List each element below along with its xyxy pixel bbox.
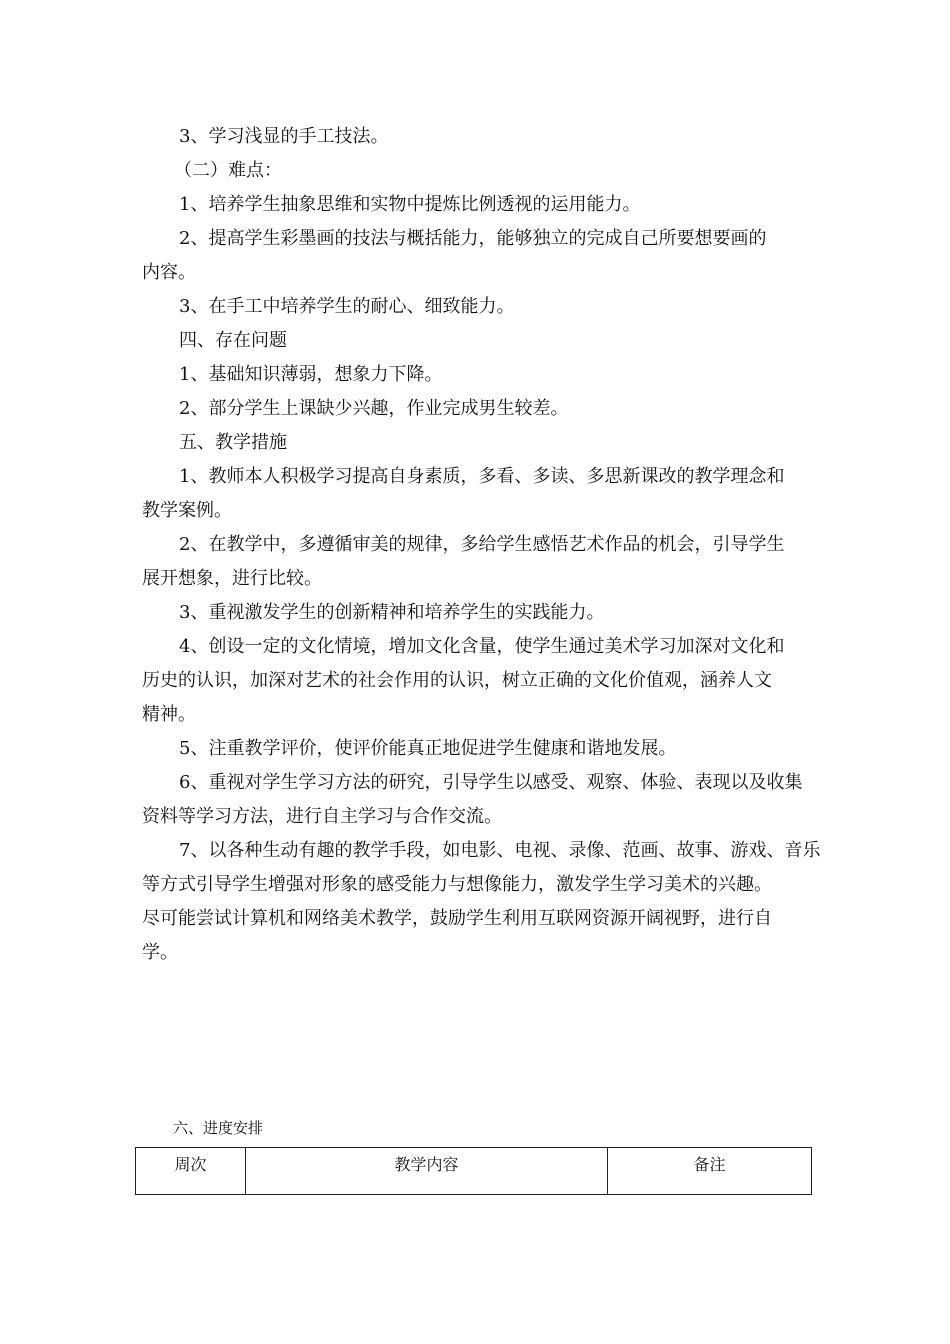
column-header-week: 周次: [136, 1148, 246, 1195]
column-header-notes: 备注: [608, 1148, 812, 1195]
schedule-title: 六、进度安排: [173, 1119, 264, 1137]
paragraph-line: 3、学习浅显的手工技法。: [179, 126, 389, 147]
paragraph-line: 4、创设一定的文化情境，增加文化含量，使学生通过美术学习加深对文化和: [179, 636, 785, 657]
paragraph-line: 资料等学习方法，进行自主学习与合作交流。: [142, 806, 502, 827]
paragraph-line: 学。: [142, 942, 178, 963]
document-body: [142, 120, 821, 970]
paragraph-line: 展开想象，进行比较。: [142, 568, 322, 589]
paragraph-line: 7、以各种生动有趣的教学手段，如电影、电视、录像、范画、故事、游戏、音乐: [179, 840, 821, 861]
paragraph-line: 2、在教学中，多遵循审美的规律，多给学生感悟艺术作品的机会，引导学生: [179, 534, 785, 555]
paragraph-line: 1、教师本人积极学习提高自身素质，多看、多读、多思新课改的教学理念和: [179, 466, 785, 487]
paragraph-line: 6、重视对学生学习方法的研究，引导学生以感受、观察、体验、表现以及收集: [179, 772, 803, 793]
schedule-table: [135, 1147, 812, 1195]
paragraph-line: 精神。: [142, 704, 196, 725]
section-heading: 四、存在问题: [179, 330, 287, 351]
paragraph-line: 3、重视激发学生的创新精神和培养学生的实践能力。: [179, 602, 605, 623]
paragraph-line: 2、提高学生彩墨画的技法与概括能力，能够独立的完成自己所要想要画的: [179, 228, 767, 249]
paragraph-line: 1、基础知识薄弱，想象力下降。: [179, 364, 443, 385]
section-heading: 五、教学措施: [179, 432, 287, 453]
paragraph-line: 2、部分学生上课缺少兴趣，作业完成男生较差。: [179, 398, 569, 419]
paragraph-line: 1、培养学生抽象思维和实物中提炼比例透视的运用能力。: [179, 194, 641, 215]
paragraph-line: 等方式引导学生增强对形象的感受能力与想像能力，激发学生学习美术的兴趣。: [142, 874, 772, 895]
table-header-row: [136, 1148, 812, 1195]
paragraph-line: 历史的认识，加深对艺术的社会作用的认识，树立正确的文化价值观，涵养人文: [142, 670, 772, 691]
paragraph-line: 教学案例。: [142, 500, 232, 521]
paragraph-line: 3、在手工中培养学生的耐心、细致能力。: [179, 296, 515, 317]
column-header-content: 教学内容: [246, 1148, 608, 1195]
paragraph-line: 内容。: [142, 262, 196, 283]
paragraph-line: 尽可能尝试计算机和网络美术教学，鼓励学生利用互联网资源开阔视野，进行自: [142, 908, 772, 929]
paragraph-line: 5、注重教学评价，使评价能真正地促进学生健康和谐地发展。: [179, 738, 677, 759]
section-heading: （二）难点：: [174, 160, 282, 181]
